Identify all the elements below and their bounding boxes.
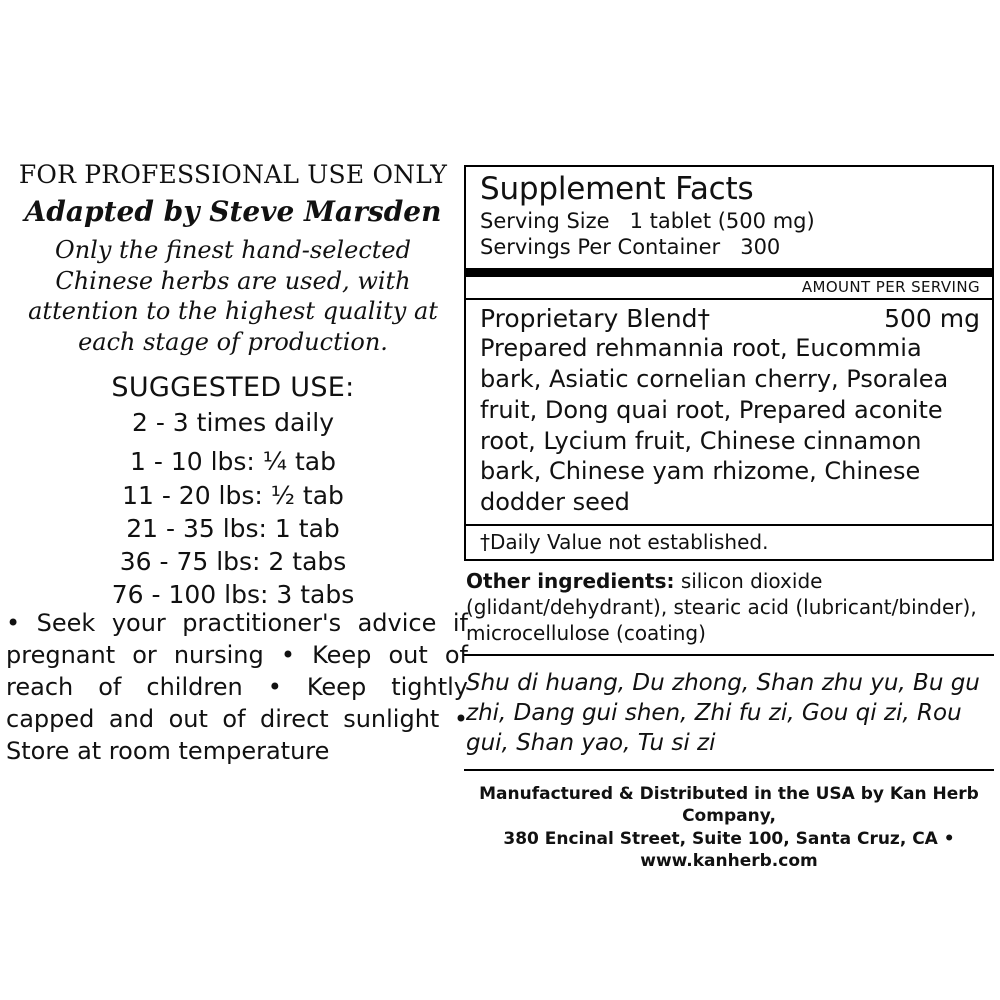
dose-list bbox=[8, 445, 458, 611]
right-column bbox=[464, 165, 994, 873]
dose-frequency: 2 - 3 times daily bbox=[131, 407, 334, 437]
dose-row: 76 - 100 lbs: 3 tabs bbox=[111, 580, 355, 610]
other-ingredients-text: silicon dioxide (glidant/dehydrant), stearic acid (lubricant/binder), microcellulose (coating) bbox=[466, 568, 977, 645]
quality-statement: Only the finest hand-selected Chinese herbs are used, with attention to the highest quality at each stage of production. bbox=[28, 236, 438, 357]
thick-divider bbox=[466, 268, 992, 277]
serving-size-value: 1 tablet (500 mg) bbox=[629, 208, 815, 233]
other-ingredients-label: Other ingredients: bbox=[466, 568, 675, 593]
ingredients-list: Prepared rehmannia root, Eucommia bark, Asiatic cornelian cherry, Psoralea fruit, Dong quai root, Prepared aconite root, Lycium fruit, Chinese cinnamon bark, Chinese yam rhizome, Chinese dodder seed bbox=[480, 334, 949, 517]
dose-row: 36 - 75 lbs: 2 tabs bbox=[119, 547, 347, 577]
other-ingredients-row bbox=[464, 561, 994, 656]
supplement-facts-header bbox=[466, 167, 992, 264]
warnings-text: • Seek your practitioner's advice if pregnant or nursing • Keep out of reach of children • Keep tightly capped and out of direct sunlight • Store at room temperature bbox=[6, 609, 468, 765]
dose-row: 1 - 10 lbs: ¼ tab bbox=[130, 447, 336, 477]
left-column bbox=[8, 160, 458, 612]
proprietary-blend-row bbox=[466, 300, 992, 333]
dose-row: 11 - 20 lbs: ½ tab bbox=[122, 480, 344, 510]
manufacturer-line-1: Manufactured & Distributed in the USA by Kan Herb Company, bbox=[479, 783, 979, 827]
servings-per-container-row bbox=[480, 234, 980, 260]
proprietary-blend-name: Proprietary Blend† bbox=[480, 304, 710, 334]
amount-per-serving-label: AMOUNT PER SERVING bbox=[801, 278, 980, 297]
supplement-facts-title: Supplement Facts bbox=[480, 171, 754, 207]
dose-row: 21 - 35 lbs: 1 tab bbox=[126, 513, 340, 543]
proprietary-blend-amount: 500 mg bbox=[884, 304, 980, 334]
professional-use-heading: FOR PROFESSIONAL USE ONLY bbox=[18, 160, 448, 189]
servings-per-container-value: 300 bbox=[740, 235, 781, 259]
supplement-facts-panel bbox=[464, 165, 994, 561]
manufacturer-line-2: 380 Encinal Street, Suite 100, Santa Cruz, CA • www.kanherb.com bbox=[503, 828, 955, 872]
adapted-by-line: Adapted by Steve Marsden bbox=[24, 195, 442, 228]
daily-value-note: †Daily Value not established. bbox=[480, 529, 769, 554]
serving-size-label: Serving Size bbox=[480, 208, 610, 233]
suggested-use-heading: SUGGESTED USE: bbox=[111, 371, 355, 403]
pinyin-ingredients: Shu di huang, Du zhong, Shan zhu yu, Bu gu zhi, Dang gui shen, Zhi fu zi, Gou qi zi, Rou gui, Shan yao, Tu si zi bbox=[464, 656, 994, 771]
manufacturer-info bbox=[464, 771, 994, 873]
serving-size-row bbox=[480, 208, 980, 234]
servings-per-container-label: Servings Per Container bbox=[480, 235, 721, 259]
